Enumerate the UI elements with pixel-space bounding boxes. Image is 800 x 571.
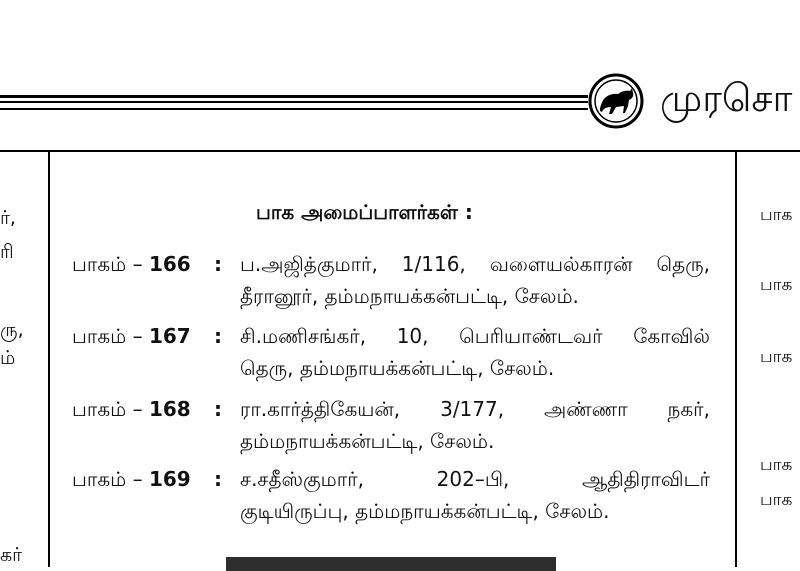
right-column-fragment: பாக [760,490,793,510]
next-heading-bar [226,557,556,571]
booth-address-line2: தம்மநாயக்கன்பட்டி, சேலம். [240,429,495,453]
booth-address-line2: குடியிருப்பு, தம்மநாயக்கன்பட்டி, சேலம். [240,499,610,523]
left-column-fragment: ரு, [0,319,24,341]
right-column-fragment: பாக [760,455,793,475]
masthead-title: முரசொ [660,76,793,120]
right-column-fragment: பாக [760,347,793,367]
booth-colon: : [214,252,222,276]
left-column-divider [48,152,50,567]
section-heading: பாக அமைப்பாளர்கள் : [256,200,473,224]
booth-label: பாகம் – 168 [72,397,191,421]
right-column-divider [735,152,737,567]
booth-label: பாகம் – 169 [72,467,191,491]
left-column-fragment: கர் [0,544,23,566]
booth-label: பாகம் – 167 [72,324,191,348]
booth-address-line1: ரா.கார்த்திகேயன், 3/177, அண்ணா நகர், [240,397,710,421]
bull-emblem-icon [588,73,644,129]
left-column-fragment: ரி [0,241,14,263]
booth-colon: : [214,324,222,348]
booth-colon: : [214,467,222,491]
booth-address-line2: தீரானூர், தம்மநாயக்கன்பட்டி, சேலம். [240,284,579,308]
column-top-rule [0,150,800,152]
booth-address-line1: ப.அஜித்குமார், 1/116, வளையல்காரன் தெரு, [240,252,710,276]
booth-address-line2: தெரு, தம்மநாயக்கன்பட்டி, சேலம். [240,356,555,380]
left-column-fragment: ர், [0,207,16,229]
header-rule-mid [0,101,588,103]
booth-address-line1: ச.சதீஸ்குமார், 202–பி, ஆதிதிராவிடர் [240,467,710,491]
header-rule-thick [0,95,588,98]
right-column-fragment: பாக [760,205,793,225]
booth-address-line1: சி.மணிசங்கர், 10, பெரியாண்டவர் கோவில் [240,324,710,348]
header-rule-thin [0,108,588,110]
left-column-fragment: ம் [0,347,16,369]
booth-colon: : [214,397,222,421]
right-column-fragment: பாக [760,275,793,295]
booth-label: பாகம் – 166 [72,252,191,276]
